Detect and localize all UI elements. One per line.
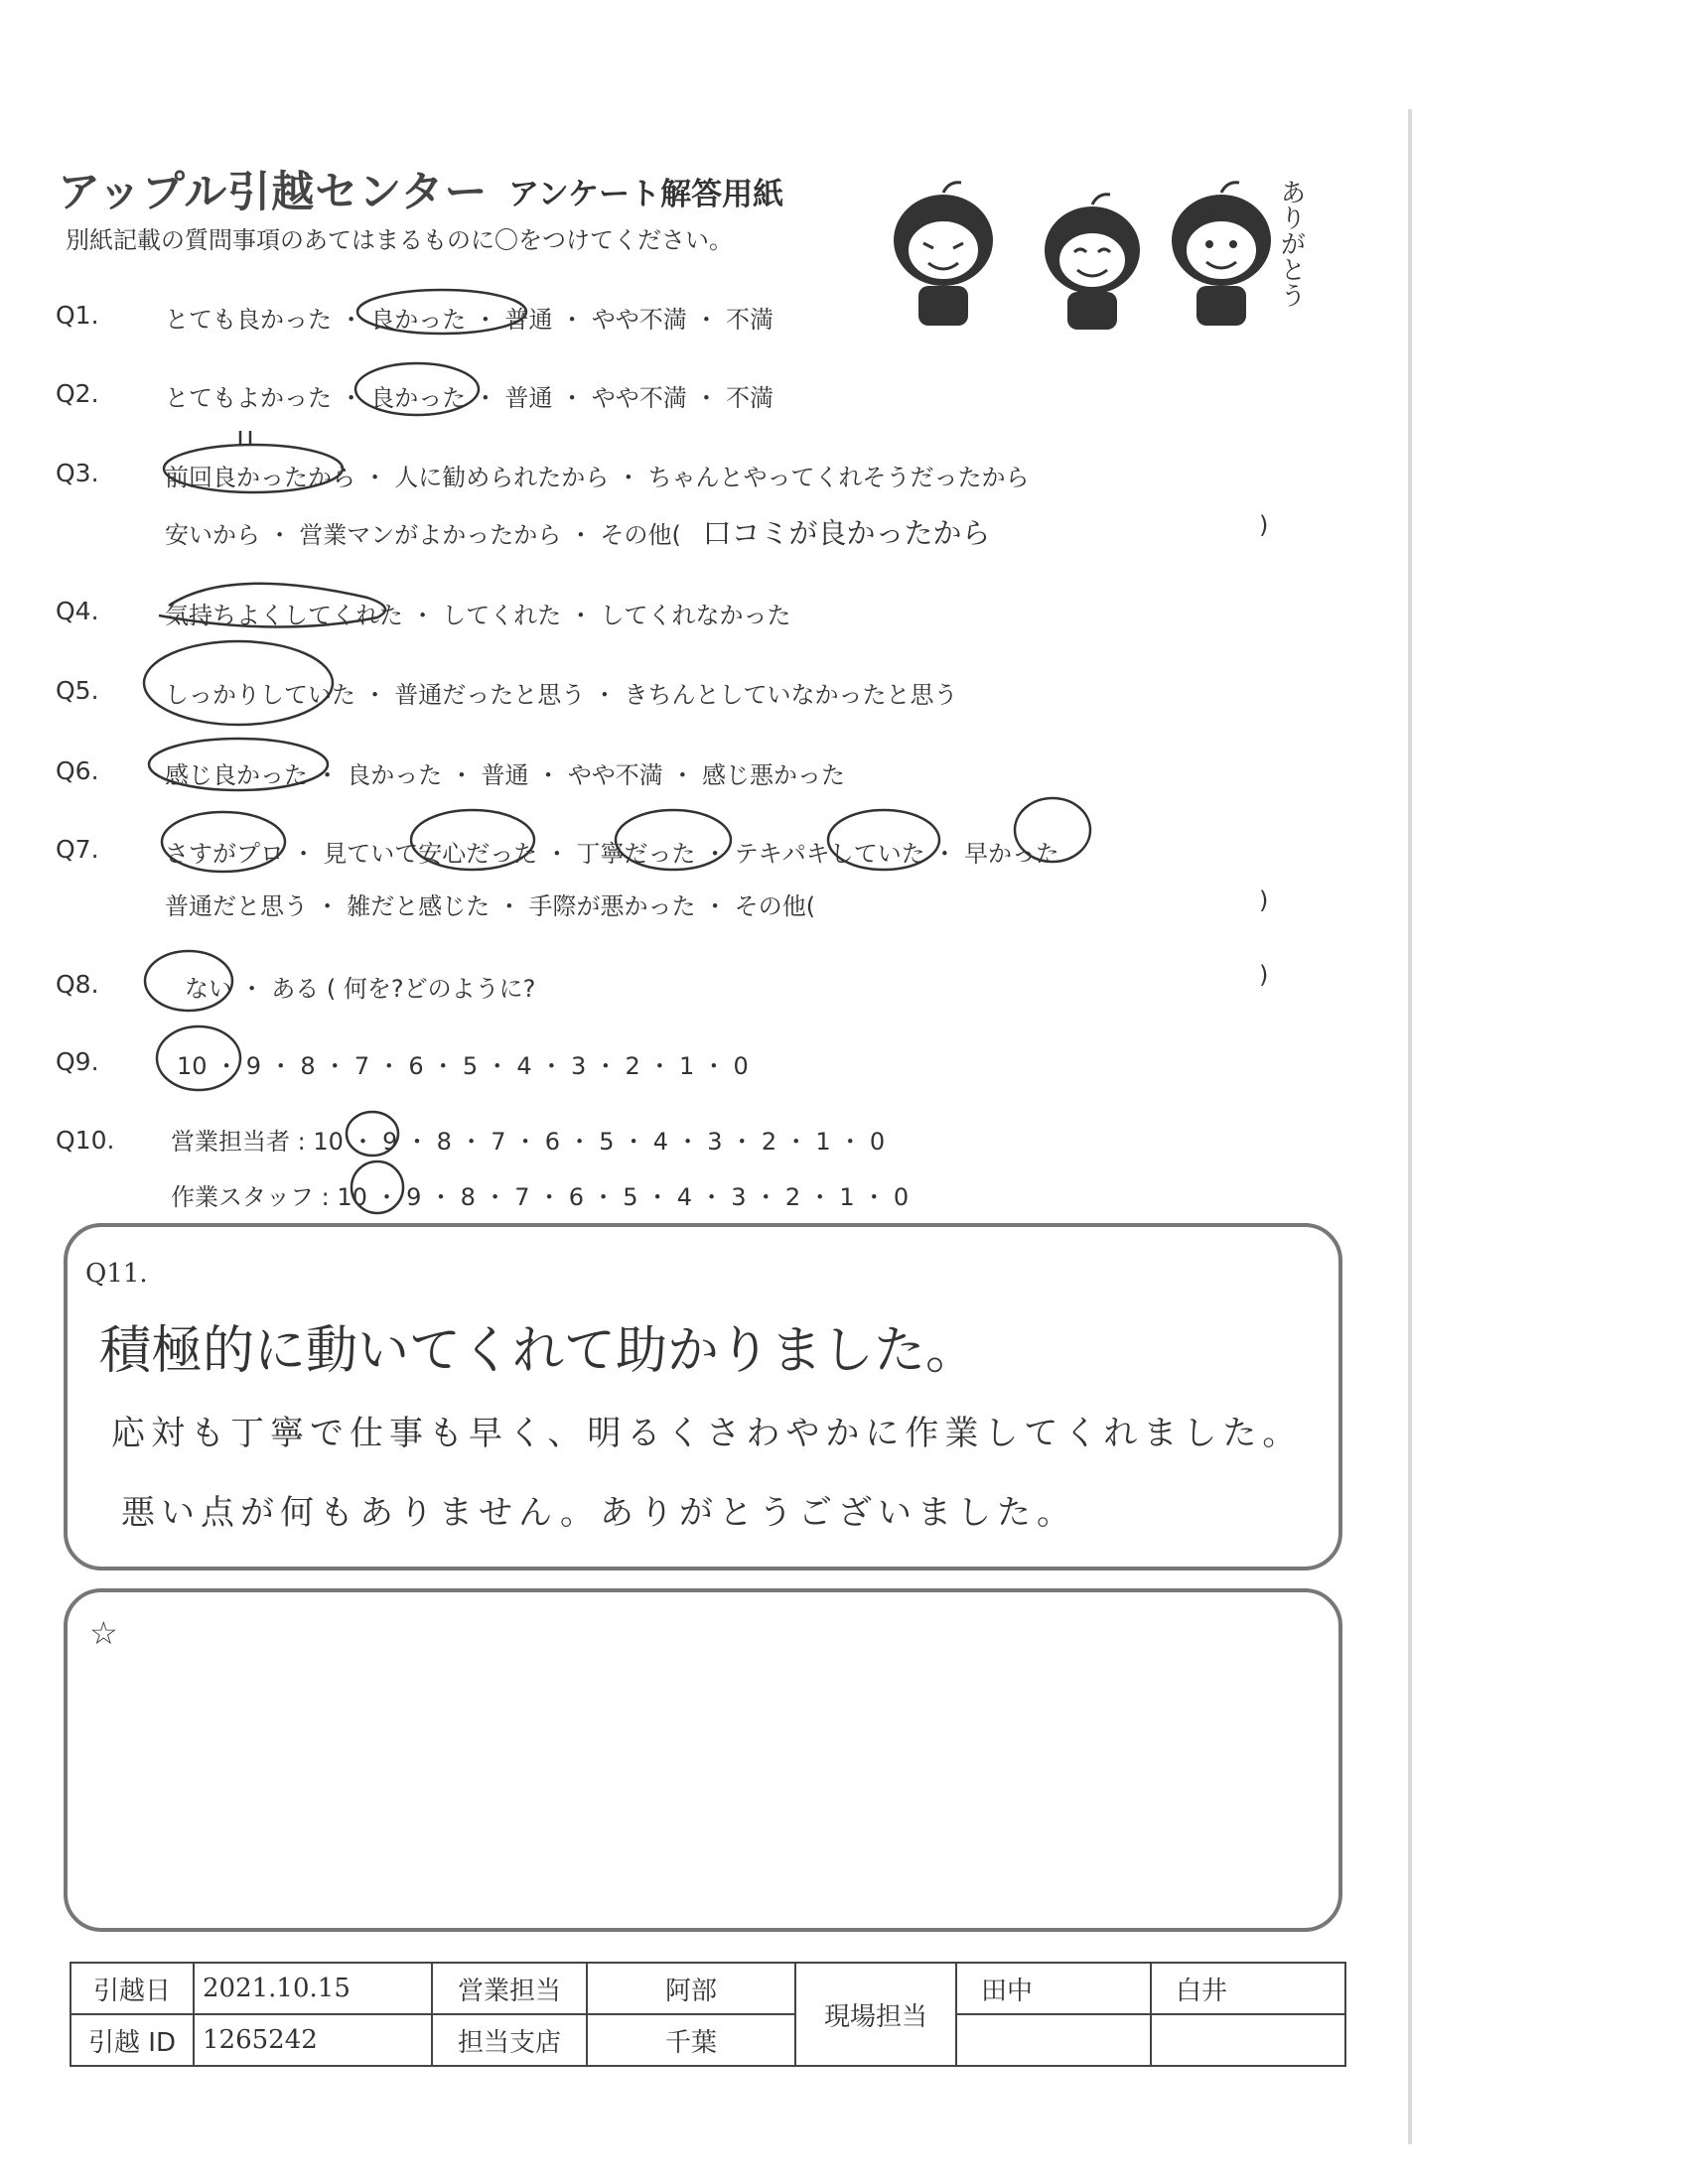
q4-label: Q4. [56, 597, 99, 625]
q11-comment-line-2: 応対も丁寧で仕事も早く、明るくさわやかに作業してくれました。 [111, 1414, 1303, 1453]
sales-label: 営業担当 [432, 1963, 587, 2014]
q1-options: とても良かった ・ 良かった ・ 普通 ・ やや不満 ・ 不満 [165, 306, 774, 334]
q10-label: Q10. [56, 1126, 115, 1155]
q7-label: Q7. [56, 835, 99, 864]
site-staff-label: 現場担当 [795, 1963, 956, 2066]
q6-label: Q6. [56, 756, 99, 785]
q3-options-line1: 前回良かったから ・ 人に勧められたから ・ ちゃんとやってくれそうだったから [165, 464, 1030, 491]
move-date-label: 引越日 [70, 1963, 194, 2014]
site-staff-2-value: 白井 [1151, 1963, 1345, 2014]
site-staff-1-value: 田中 [956, 1963, 1151, 2014]
q5-options: しっかりしていた ・ 普通だったと思う ・ きちんとしていなかったと思う [165, 681, 958, 709]
monkey-icon-2 [1045, 195, 1140, 330]
monkey-icon-1 [894, 183, 993, 326]
move-id-label: 引越 ID [70, 2014, 194, 2066]
branch-label: 担当支店 [432, 2014, 587, 2066]
star-icon: ☆ [89, 1614, 118, 1652]
site-staff-empty-cell-2 [1151, 2014, 1345, 2066]
instruction-text: 別紙記載の質問事項のあてはまるものに〇をつけてください。 [66, 226, 733, 254]
company-title: アップル引越センター [58, 168, 489, 217]
q3-close-paren: ) [1259, 511, 1269, 539]
form-subtitle: アンケート解答用紙 [508, 177, 784, 212]
mascot-thanks-text: ありがとう [1276, 179, 1306, 308]
move-date-value: 2021.10.15 [194, 1963, 432, 2014]
q10-sales-scale: 営業担当者 : 10 ・ 9 ・ 8 ・ 7 ・ 6 ・ 5 ・ 4 ・ 3 ・ 2 ・ 1 ・ 0 [171, 1128, 886, 1156]
q8-label: Q8. [56, 970, 99, 999]
q6-options: 感じ良かった ・ 良かった ・ 普通 ・ やや不満 ・ 感じ悪かった [165, 761, 846, 789]
info-table [70, 1962, 1346, 2067]
q7-close-paren: ) [1259, 887, 1269, 914]
star-comment-box [64, 1588, 1342, 1932]
move-id-value: 1265242 [194, 2014, 432, 2066]
q7-options-line2: 普通だと思う ・ 雑だと感じた ・ 手際が悪かった ・ その他( [165, 892, 816, 920]
q3-other-label: 安いから ・ 営業マンがよかったから ・ その他( [165, 521, 681, 549]
sales-value: 阿部 [587, 1963, 795, 2014]
site-staff-empty-cell-1 [956, 2014, 1151, 2066]
q1-label: Q1. [56, 301, 99, 330]
q7-options-line1: さすがプロ ・ 見ていて安心だった ・ 丁寧だった ・ テキパキしていた ・ 早かった [165, 840, 1060, 868]
q10-staff-scale: 作業スタッフ : 10 ・ 9 ・ 8 ・ 7 ・ 6 ・ 5 ・ 4 ・ 3 ・ 2 ・ 1 ・ 0 [171, 1183, 910, 1211]
q3-options-line2 [165, 511, 991, 552]
q3-label: Q3. [56, 459, 99, 487]
q4-options: 気持ちよくしてくれた ・ してくれた ・ してくれなかった [165, 602, 791, 629]
q9-label: Q9. [56, 1047, 99, 1076]
branch-value: 千葉 [587, 2014, 795, 2066]
mascot-illustration [864, 159, 1321, 338]
q3-other-handwritten: 口コミが良かったから [702, 516, 991, 550]
q11-label: Q11. [85, 1259, 148, 1289]
q11-comment-line-3: 悪い点が何もありません。ありがとうございました。 [121, 1493, 1077, 1533]
q9-scale: 10 ・ 9 ・ 8 ・ 7 ・ 6 ・ 5 ・ 4 ・ 3 ・ 2 ・ 1 ・ 0 [177, 1052, 749, 1080]
q2-label: Q2. [56, 379, 99, 408]
q8-options: ない ・ ある ( 何を?どのように? [185, 975, 536, 1003]
q11-comment-line-1: 積極的に動いてくれて助かりました。 [99, 1321, 978, 1381]
monkey-icon-3 [1172, 183, 1271, 326]
q5-label: Q5. [56, 676, 99, 705]
q3-ditto-mark [240, 431, 250, 445]
page-edge-shadow [1408, 109, 1412, 2144]
q8-close-paren: ) [1259, 961, 1269, 989]
q2-options: とてもよかった ・ 良かった ・ 普通 ・ やや不満 ・ 不満 [165, 384, 774, 412]
